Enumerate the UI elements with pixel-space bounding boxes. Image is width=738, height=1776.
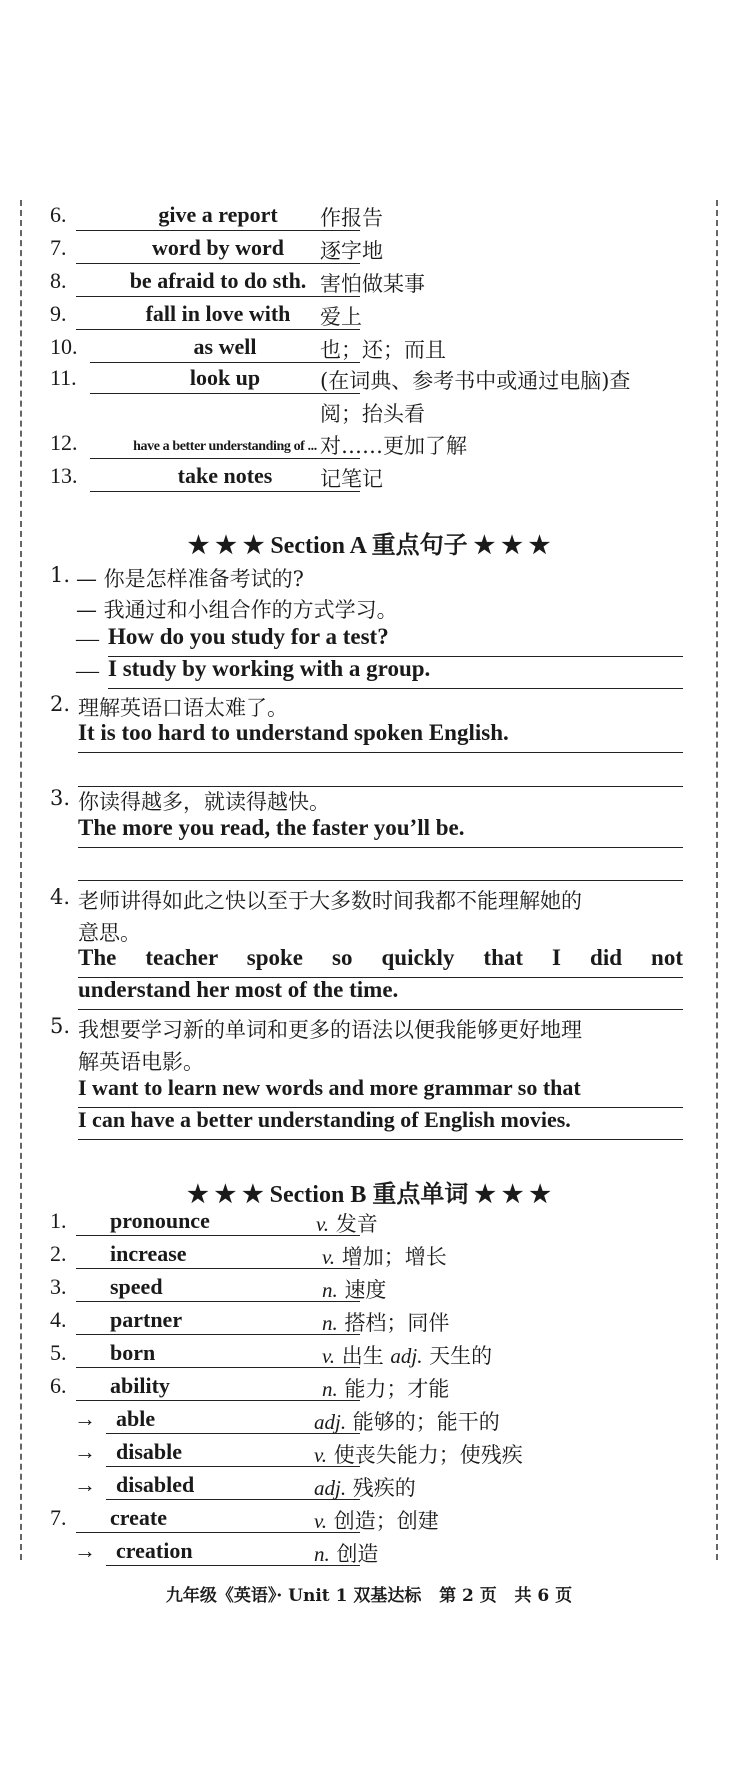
part-of-speech: n. (314, 1542, 330, 1566)
part-of-speech: v. (316, 1212, 330, 1236)
section-b-title-suffix: ★ ★ ★ (468, 1182, 551, 1208)
sentence-prompt: — 你是怎样准备考试的? (76, 567, 304, 591)
chinese-meaning: 增加；增长 (341, 1245, 447, 1269)
item-number: 13. (50, 463, 78, 488)
section-b-title-cn: 重点单词 (372, 1179, 469, 1208)
part-of-speech: n. (322, 1278, 338, 1302)
empty-answer-line (78, 880, 683, 881)
arrow-icon: → (74, 1406, 96, 1431)
answer-line: The teacher spoke so quickly that I did not (78, 945, 683, 978)
item-number: 8. (50, 268, 67, 293)
part-of-speech: v. (314, 1509, 328, 1533)
answer-line: How do you study for a test? (108, 624, 683, 657)
answer-line: The more you read, the faster you’ll be. (78, 815, 683, 848)
answer-blank: born (76, 1340, 360, 1368)
part-of-speech: adj. (314, 1476, 347, 1500)
answer-blank: pronounce (76, 1208, 360, 1236)
sentence-number: 3. (50, 786, 71, 810)
answer-blank: create (76, 1505, 360, 1533)
sentence-prompt: 你读得越多，就读得越快。 (78, 790, 330, 814)
chinese-meaning: 也；还；而且 (320, 338, 446, 362)
right-cut-line (716, 200, 718, 1560)
dash-mark: — (76, 658, 99, 683)
answer-blank: word by word (76, 235, 360, 264)
answer-line: I can have a better understanding of English movies. (78, 1107, 683, 1140)
item-number: 7. (50, 235, 67, 260)
item-number: 6. (50, 1373, 67, 1398)
sentence-prompt-continued: 意思。 (78, 921, 141, 945)
answer-blank: have a better understanding of ... (90, 430, 360, 459)
chinese-meaning: 记笔记 (320, 467, 383, 491)
answer-blank: look up (90, 365, 360, 394)
part-of-speech: adj. (314, 1410, 347, 1434)
dash-mark: — (76, 626, 99, 651)
part-of-speech: v. (314, 1443, 328, 1467)
chinese-meaning: 作报告 (320, 206, 383, 230)
chinese-meaning: 创造；创建 (333, 1509, 439, 1533)
chinese-meaning: 能够的；能干的 (352, 1410, 500, 1434)
chinese-meaning: 搭档；同伴 (344, 1311, 450, 1335)
answer-blank: take notes (90, 463, 360, 492)
answer-blank: increase (76, 1241, 360, 1269)
answer-line: It is too hard to understand spoken English. (78, 720, 683, 753)
arrow-icon: → (74, 1439, 96, 1464)
answer-blank: be afraid to do sth. (76, 268, 360, 297)
chinese-meaning: 发音 (335, 1212, 378, 1236)
item-number: 4. (50, 1307, 67, 1332)
item-number: 2. (50, 1241, 67, 1266)
answer-blank: as well (90, 334, 360, 363)
item-number: 10. (50, 334, 78, 359)
sentence-prompt-continued: 解英语电影。 (78, 1050, 204, 1074)
arrow-icon: → (74, 1538, 96, 1563)
sentence-prompt: 老师讲得如此之快以至于大多数时间我都不能理解她的 (78, 889, 582, 913)
chinese-meaning: 对……更加了解 (320, 434, 467, 458)
part-of-speech: v. (322, 1344, 336, 1368)
section-b-title (0, 1174, 738, 1209)
chinese-meaning-continued: 阅；抬头看 (320, 402, 425, 426)
chinese-meaning: 害怕做某事 (320, 272, 425, 296)
part-of-speech-2: adj. (390, 1344, 423, 1368)
chinese-meaning: (在词典、参考书中或通过电脑)查 (320, 369, 631, 393)
item-number: 7. (50, 1505, 67, 1530)
arrow-icon: → (74, 1472, 96, 1497)
answer-line: I study by working with a group. (108, 656, 683, 689)
part-of-speech: n. (322, 1311, 338, 1335)
section-a-title-cn: 重点句子 (371, 530, 468, 559)
answer-blank: partner (76, 1307, 360, 1335)
sentence-prompt: — 我通过和小组合作的方式学习。 (76, 598, 398, 622)
answer-line: understand her most of the time. (78, 977, 683, 1010)
item-number: 1. (50, 1208, 67, 1233)
item-number: 11. (50, 365, 77, 390)
sentence-number: 4. (50, 885, 71, 909)
answer-blank: ability (76, 1373, 360, 1401)
part-of-speech: n. (322, 1377, 338, 1401)
chinese-meaning: 残疾的 (352, 1476, 416, 1500)
item-number: 3. (50, 1274, 67, 1299)
chinese-meaning: 逐字地 (320, 239, 383, 263)
section-a-title (0, 525, 738, 560)
answer-line: I want to learn new words and more grammar so that (78, 1075, 683, 1108)
item-number: 12. (50, 430, 78, 455)
chinese-meaning: 创造 (336, 1542, 379, 1566)
sentence-number: 2. (50, 692, 71, 716)
section-a-title-suffix: ★ ★ ★ (467, 533, 551, 559)
sentence-number: 1. (50, 563, 71, 587)
left-cut-line (20, 200, 22, 1560)
chinese-meaning: 出生 (341, 1344, 384, 1368)
chinese-meaning-2: 天生的 (429, 1344, 493, 1368)
answer-blank: disabled (106, 1472, 360, 1500)
answer-blank: creation (106, 1538, 360, 1566)
chinese-meaning: 速度 (344, 1278, 387, 1302)
answer-blank: able (106, 1406, 360, 1434)
item-number: 5. (50, 1340, 67, 1365)
section-a-title-prefix: ★ ★ ★ Section A (187, 533, 372, 559)
answer-blank: fall in love with (76, 301, 360, 330)
chinese-meaning: 能力；才能 (344, 1377, 450, 1401)
chinese-meaning: 使丧失能力；使残疾 (333, 1443, 523, 1467)
sentence-prompt: 我想要学习新的单词和更多的语法以便我能够更好地理 (78, 1018, 582, 1042)
sentence-number: 5. (50, 1014, 71, 1038)
answer-blank: speed (76, 1274, 360, 1302)
page-footer: 九年级《英语》· Unit 1 双基达标 第 2 页 共 6 页 (165, 1586, 573, 1606)
part-of-speech: v. (322, 1245, 336, 1269)
item-number: 9. (50, 301, 67, 326)
item-number: 6. (50, 202, 67, 227)
sentence-prompt: 理解英语口语太难了。 (78, 696, 288, 720)
answer-blank: disable (106, 1439, 360, 1467)
section-b-title-prefix: ★ ★ ★ Section B (187, 1182, 373, 1208)
answer-blank: give a report (76, 202, 360, 231)
chinese-meaning: 爱上 (320, 305, 362, 329)
